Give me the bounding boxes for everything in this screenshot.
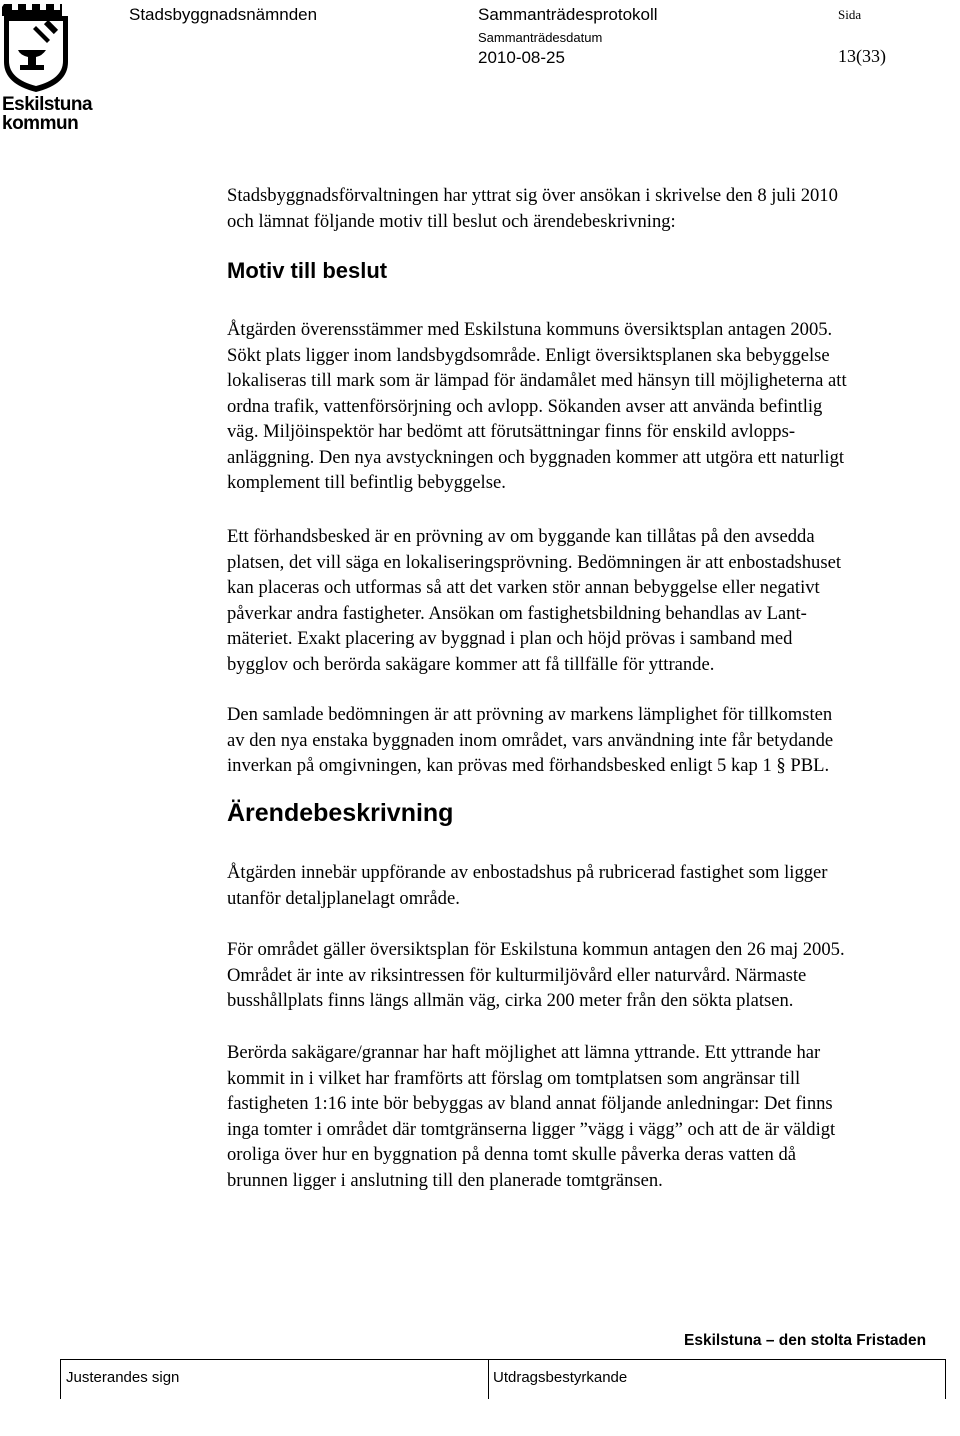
meeting-date: 2010-08-25 bbox=[478, 48, 565, 67]
text-line: busshållplats finns längs allmän väg, cirka 200 meter från den sökta platsen. bbox=[227, 990, 794, 1011]
text-line: Stadsbyggnadsförvaltningen har yttrat sig över ansökan i skrivelse den 8 juli 2010 bbox=[227, 185, 838, 206]
paragraph-forhandsbesked bbox=[227, 524, 957, 677]
footer-divider-mid bbox=[488, 1359, 489, 1399]
logo-text-kommun: kommun bbox=[2, 113, 79, 134]
text-line: platsen, det vill säga en lokaliseringsprövning. Bedömningen är att enbostadshuset bbox=[227, 551, 841, 573]
text-line: utanför detaljplanelagt område. bbox=[227, 887, 460, 909]
text-line: brunnen ligger i anslutning till den planerade tomtgränsen. bbox=[227, 1169, 663, 1191]
meeting-date-label: Sammanträdesdatum bbox=[478, 30, 603, 45]
logo-text-eskilstuna: Eskilstuna bbox=[2, 94, 93, 115]
coat-of-arms-icon bbox=[2, 2, 70, 94]
signature-label: Justerandes sign bbox=[66, 1369, 180, 1386]
text-line: kan placeras och utformas så att det varken stör annan bebyggelse eller negativt bbox=[227, 577, 820, 598]
text-line: Ett förhandsbesked är en prövning av om byggande kan tillåtas på den avsedda bbox=[227, 526, 815, 547]
text-line: Berörda sakägare/grannar har haft möjlighet att lämna yttrande. Ett yttrande har bbox=[227, 1042, 821, 1063]
text-line: inverkan på omgivningen, kan prövas med förhandsbesked enligt 5 kap 1 § PBL. bbox=[227, 755, 830, 776]
text-line: väg. Miljöinspektör har bedömt att förutsättningar finns för enskild avlopps- bbox=[227, 421, 796, 442]
footer-divider-right bbox=[945, 1359, 946, 1399]
section-heading-arendebeskrivning: Ärendebeskrivning bbox=[227, 799, 454, 827]
text-line: komplement till befintlig bebyggelse. bbox=[227, 472, 506, 493]
text-line: kommit in i vilket har framförts att förslag om tomtplatsen som angränsar till bbox=[227, 1067, 801, 1089]
paragraph-oversiktsplan bbox=[227, 937, 957, 1014]
text-line: Sökt plats ligger inom landsbygdsområde. Enligt översiktsplanen ska bebyggelse bbox=[227, 344, 830, 366]
paragraph-bedomning bbox=[227, 702, 957, 779]
footer-rule bbox=[60, 1359, 946, 1360]
text-line: Åtgärden överensstämmer med Eskilstuna kommuns översiktsplan antagen 2005. bbox=[227, 319, 833, 340]
document-type: Sammanträdesprotokoll bbox=[478, 5, 658, 24]
committee-name: Stadsbyggnadsnämnden bbox=[129, 5, 318, 24]
text-line: För området gäller översiktsplan för Eskilstuna kommun antagen den 26 maj 2005. bbox=[227, 939, 845, 960]
intro-paragraph bbox=[227, 183, 957, 234]
page-number: 13(33) bbox=[838, 46, 886, 66]
extract-certification-label: Utdragsbestyrkande bbox=[493, 1369, 628, 1386]
paragraph-atgarden bbox=[227, 860, 957, 911]
text-line: inga tomter i området där tomtgränserna ligger ”vägg i vägg” och att de är väldigt bbox=[227, 1118, 836, 1140]
paragraph-sakagare bbox=[227, 1040, 957, 1193]
page-label: Sida bbox=[838, 7, 862, 22]
section-heading-motiv: Motiv till beslut bbox=[227, 258, 388, 283]
text-line: och lämnat följande motiv till beslut och ärendebeskrivning: bbox=[227, 210, 676, 232]
text-line: påverkar andra fastigheter. Ansökan om fastighetsbildning behandlas av Lant- bbox=[227, 602, 807, 624]
text-line: ordna trafik, vattenförsörjning och avlopp. Sökanden avser att använda befintlig bbox=[227, 395, 823, 417]
text-line: anläggning. Den nya avstyckningen och byggnaden kommer att utgöra ett naturligt bbox=[227, 446, 845, 468]
footer-slogan: Eskilstuna – den stolta Fristaden bbox=[684, 1332, 927, 1349]
text-line: mäteriet. Exakt placering av byggnad i plan och höjd prövas i samband med bbox=[227, 628, 793, 649]
footer-divider-left bbox=[60, 1359, 61, 1399]
paragraph-motiv bbox=[227, 317, 957, 496]
text-line: Området är inte av riksintressen för kulturmiljövård eller naturvård. Närmaste bbox=[227, 964, 807, 986]
text-line: av den nya enstaka byggnaden inom området, vars användning inte får betydande bbox=[227, 729, 834, 751]
text-line: Åtgärden innebär uppförande av enbostadshus på rubricerad fastighet som ligger bbox=[227, 862, 828, 883]
text-line: oroliga över hur en byggnation på denna tomt skulle påverka deras vatten då bbox=[227, 1144, 796, 1165]
municipality-logo bbox=[0, 0, 93, 135]
text-line: lokaliseras till mark som är lämpad för ändamålet med hänsyn till möjligheterna att bbox=[227, 370, 847, 391]
text-line: bygglov och berörda sakägare kommer att få tillfälle för yttrande. bbox=[227, 653, 715, 675]
text-line: fastigheten 1:16 inte bör bebyggas av bland annat följande anledningar: Det finns bbox=[227, 1093, 833, 1114]
text-line: Den samlade bedömningen är att prövning av markens lämplighet för tillkomsten bbox=[227, 704, 833, 725]
